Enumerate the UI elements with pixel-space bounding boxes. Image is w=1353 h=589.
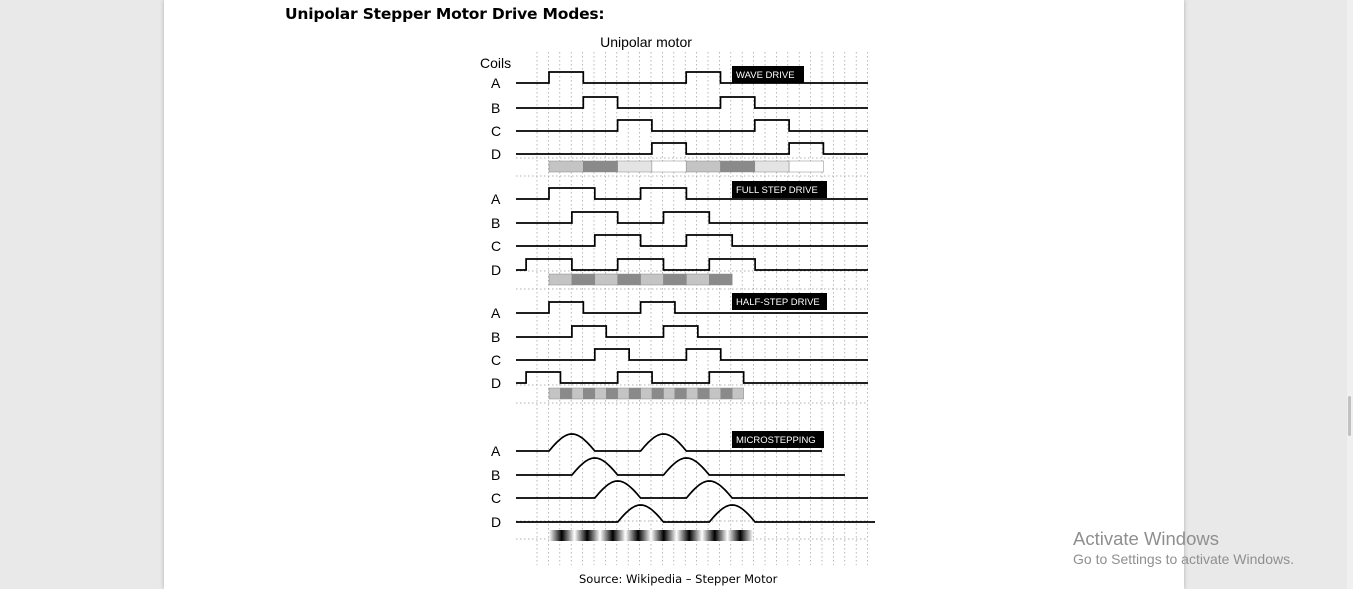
drive-mode-label — [732, 66, 804, 83]
label-text: MICROSTEPPING — [736, 435, 816, 446]
step-cell — [652, 161, 686, 172]
step-cell — [629, 388, 640, 399]
waveform-coil-d — [516, 372, 868, 383]
coil-label-c: C — [491, 123, 502, 139]
drive-section-wave-drive — [491, 66, 868, 176]
label-text: HALF-STEP DRIVE — [736, 297, 820, 308]
step-cell — [572, 274, 595, 285]
step-position-bar — [549, 530, 753, 541]
step-cell — [721, 388, 732, 399]
activation-watermark — [1073, 528, 1294, 568]
step-cell — [709, 388, 720, 399]
microstep-gradient-bar — [549, 530, 753, 541]
waveform-coil-c — [516, 349, 868, 360]
step-cell — [618, 388, 629, 399]
step-cell — [606, 388, 617, 399]
coil-label-d: D — [491, 146, 502, 162]
drive-section-full-step-drive — [491, 181, 868, 289]
step-cell — [549, 161, 583, 172]
step-cell — [583, 161, 617, 172]
step-cell — [549, 388, 560, 399]
step-cell — [595, 388, 606, 399]
step-position-bar — [549, 388, 744, 399]
step-cell — [652, 388, 663, 399]
coils-label: Coils — [480, 55, 512, 71]
coil-label-c: C — [491, 490, 502, 506]
step-cell — [664, 388, 675, 399]
step-cell — [789, 161, 823, 172]
step-cell — [641, 274, 664, 285]
step-cell — [686, 161, 720, 172]
step-cell — [595, 274, 618, 285]
coil-label-d: D — [491, 514, 502, 530]
coil-label-b: B — [491, 467, 501, 483]
vertical-scrollbar[interactable] — [1347, 0, 1353, 589]
step-cell — [732, 388, 743, 399]
waveform-coil-c — [516, 235, 868, 246]
step-cell — [641, 388, 652, 399]
waveform-coil-a — [516, 72, 868, 83]
coil-label-d: D — [491, 375, 502, 391]
coil-label-c: C — [491, 238, 502, 254]
step-position-bar — [549, 274, 732, 285]
step-cell — [721, 161, 755, 172]
waveform-coil-d — [516, 259, 868, 270]
coil-label-b: B — [491, 329, 501, 345]
step-cell — [549, 274, 572, 285]
waveform-coil-b — [516, 97, 868, 108]
waveform-coil-d — [516, 143, 868, 154]
scrollbar-thumb[interactable] — [1348, 396, 1351, 436]
drive-section-half-step-drive — [491, 293, 868, 403]
waveform-coil-c — [516, 481, 868, 498]
step-position-bar — [549, 161, 823, 172]
waveform-coil-b — [516, 212, 868, 223]
coil-label-b: B — [491, 100, 501, 116]
step-cell — [709, 274, 732, 285]
step-cell — [664, 274, 687, 285]
drive-mode-label — [732, 431, 824, 448]
coil-label-a: A — [491, 191, 501, 207]
watermark-subtitle: Go to Settings to activate Windows. — [1073, 551, 1294, 567]
waveform-coil-c — [516, 120, 868, 131]
watermark-title: Activate Windows — [1073, 528, 1219, 549]
waveform-coil-b — [516, 326, 868, 337]
step-cell — [618, 274, 641, 285]
step-cell — [560, 388, 571, 399]
coil-label-a: A — [491, 75, 501, 91]
step-cell — [686, 274, 709, 285]
label-text: FULL STEP DRIVE — [736, 185, 818, 196]
label-text: WAVE DRIVE — [736, 70, 795, 81]
drive-mode-label — [732, 293, 827, 310]
step-cell — [698, 388, 709, 399]
waveform-coil-d — [516, 505, 875, 522]
coil-label-d: D — [491, 262, 502, 278]
coil-label-c: C — [491, 352, 502, 368]
source-caption: Source: Wikipedia – Stepper Motor — [579, 572, 778, 586]
step-cell — [686, 388, 697, 399]
coil-label-a: A — [491, 305, 501, 321]
step-cell — [755, 161, 789, 172]
waveform-coil-b — [516, 458, 845, 475]
diagram-title: Unipolar motor — [600, 34, 692, 50]
section-heading: Unipolar Stepper Motor Drive Modes: — [285, 5, 605, 23]
coil-label-a: A — [491, 443, 501, 459]
step-cell — [572, 388, 583, 399]
step-cell — [618, 161, 652, 172]
step-cell — [583, 388, 594, 399]
drive-mode-label — [732, 181, 827, 198]
coil-label-b: B — [491, 215, 501, 231]
step-cell — [675, 388, 686, 399]
